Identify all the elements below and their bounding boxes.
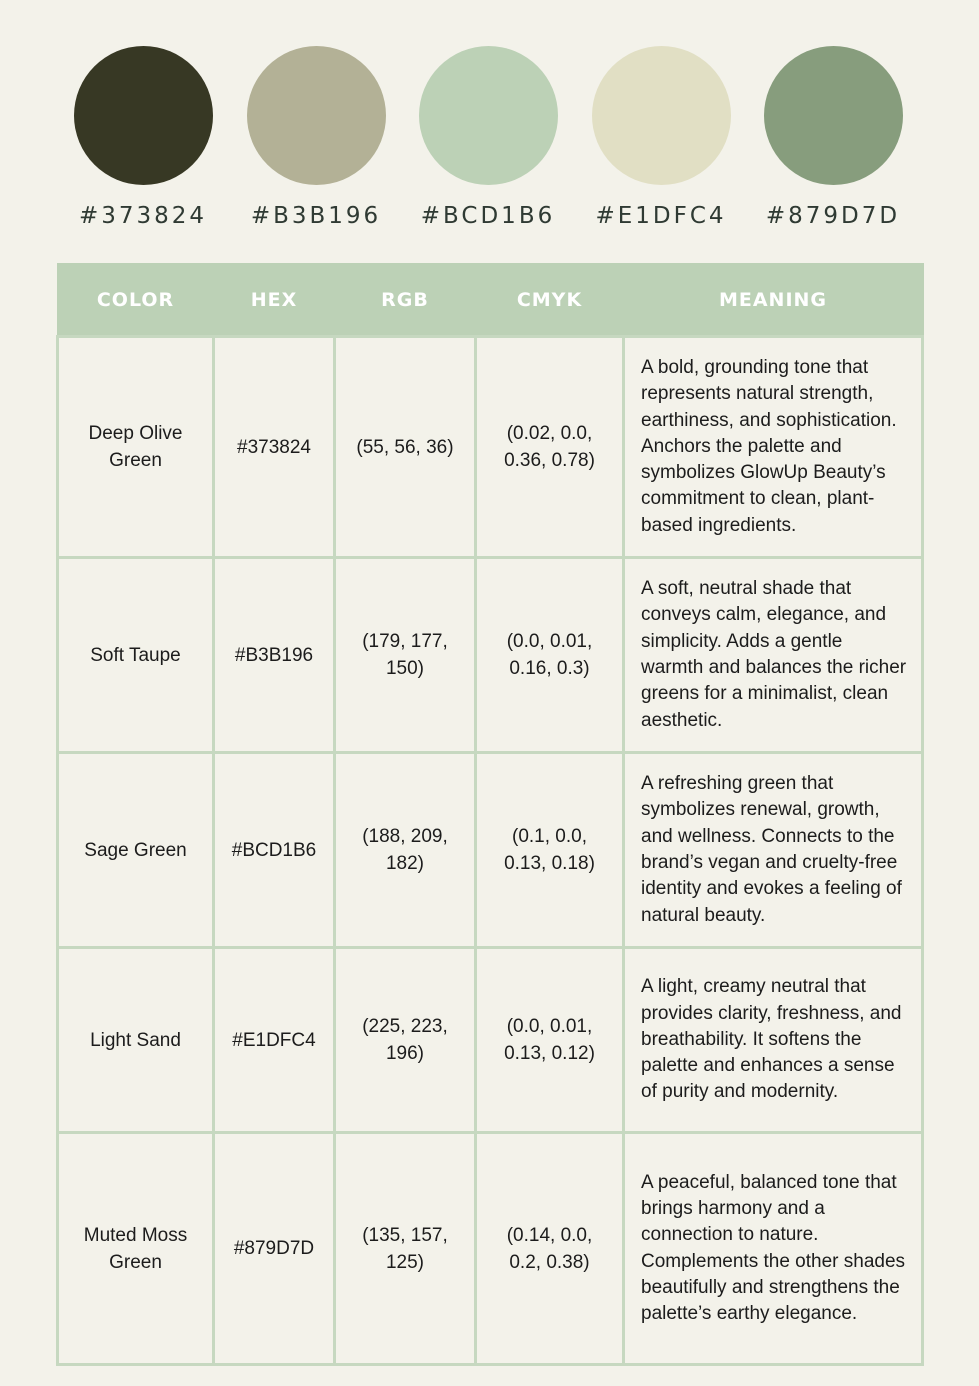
- swatch-sage-green: [402, 46, 574, 229]
- swatch-row: [0, 46, 979, 236]
- cell-hex: #373824: [214, 337, 335, 558]
- header-cmyk: CMYK: [476, 264, 624, 337]
- color-circle: [74, 46, 213, 185]
- swatch-muted-moss-green: [747, 46, 919, 229]
- header-rgb: RGB: [335, 264, 476, 337]
- header-color: COLOR: [58, 264, 214, 337]
- cell-color-name: Soft Taupe: [58, 558, 214, 753]
- cell-rgb: (225, 223, 196): [335, 948, 476, 1133]
- cell-meaning: A refreshing green that symbolizes renewal, growth, and wellness. Connects to the brand’s vegan and cruelty-free identity and evokes a feeling of natural beauty.: [624, 753, 923, 948]
- table-row: [58, 337, 923, 558]
- cell-meaning: A peaceful, balanced tone that brings harmony and a connection to nature. Complements the other shades beautifully and strengthens the palette’s earthy elegance.: [624, 1133, 923, 1365]
- cell-cmyk: (0.02, 0.0, 0.36, 0.78): [476, 337, 624, 558]
- table-row: [58, 558, 923, 753]
- header-hex: HEX: [214, 264, 335, 337]
- cell-color-name: Deep Olive Green: [58, 337, 214, 558]
- swatch-light-sand: [575, 46, 747, 229]
- cell-color-name: Muted Moss Green: [58, 1133, 214, 1365]
- cell-color-name: Light Sand: [58, 948, 214, 1133]
- header-meaning: MEANING: [624, 264, 923, 337]
- color-circle: [419, 46, 558, 185]
- cell-hex: #E1DFC4: [214, 948, 335, 1133]
- cell-rgb: (188, 209, 182): [335, 753, 476, 948]
- cell-meaning: A bold, grounding tone that represents natural strength, earthiness, and sophistication. Anchors the palette and symbolizes GlowUp Beauty’s commitment to clean, plant-based ingredients.: [624, 337, 923, 558]
- color-circle: [592, 46, 731, 185]
- table-header-row: [58, 264, 923, 337]
- cell-cmyk: (0.14, 0.0, 0.2, 0.38): [476, 1133, 624, 1365]
- swatch-hex-label: #BCD1B6: [420, 203, 556, 229]
- cell-cmyk: (0.0, 0.01, 0.16, 0.3): [476, 558, 624, 753]
- table-row: [58, 753, 923, 948]
- swatch-soft-taupe: [230, 46, 402, 229]
- color-circle: [764, 46, 903, 185]
- swatch-hex-label: #373824: [78, 203, 208, 229]
- cell-rgb: (135, 157, 125): [335, 1133, 476, 1365]
- cell-cmyk: (0.1, 0.0, 0.13, 0.18): [476, 753, 624, 948]
- swatch-deep-olive-green: [57, 46, 229, 229]
- cell-hex: #BCD1B6: [214, 753, 335, 948]
- cell-rgb: (179, 177, 150): [335, 558, 476, 753]
- table-row: [58, 1133, 923, 1365]
- color-palette-table: [56, 263, 924, 1366]
- cell-hex: #879D7D: [214, 1133, 335, 1365]
- swatch-hex-label: #B3B196: [250, 203, 382, 229]
- cell-hex: #B3B196: [214, 558, 335, 753]
- cell-cmyk: (0.0, 0.01, 0.13, 0.12): [476, 948, 624, 1133]
- swatch-hex-label: #E1DFC4: [595, 203, 727, 229]
- swatch-hex-label: #879D7D: [765, 203, 901, 229]
- cell-meaning: A light, creamy neutral that provides clarity, freshness, and breathability. It softens the palette and enhances a sense of purity and modernity.: [624, 948, 923, 1133]
- cell-color-name: Sage Green: [58, 753, 214, 948]
- cell-rgb: (55, 56, 36): [335, 337, 476, 558]
- cell-meaning: A soft, neutral shade that conveys calm, elegance, and simplicity. Adds a gentle warmth and balances the richer greens for a minimalist, clean aesthetic.: [624, 558, 923, 753]
- table-row: [58, 948, 923, 1133]
- color-circle: [247, 46, 386, 185]
